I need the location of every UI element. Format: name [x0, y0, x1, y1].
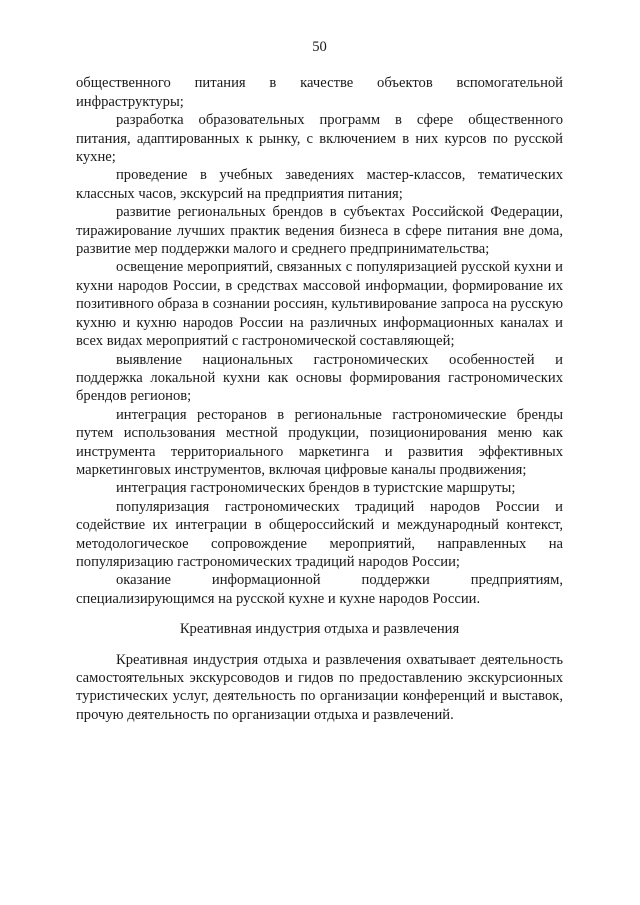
list-item: популяризация гастрономических традиций народов России и содействие их интеграции в общероссийский и международный контекст, методологическое сопровождение мероприятий, направленных на популяризацию гастрономических традиций народов России;: [76, 498, 563, 570]
list-item: интеграция ресторанов в региональные гастрономические бренды путем использования местной продукции, позиционирования меню как инструмента территориального маркетинга и развития эффективных маркетинговых инструментов, включая цифровые каналы продвижения;: [76, 406, 563, 478]
document-page: [76, 38, 563, 724]
list-item: разработка образовательных программ в сфере общественного питания, адаптированных к рынку, с включением в них курсов по русской кухне;: [76, 112, 563, 166]
list-item: интеграция гастрономических брендов в туристские маршруты;: [116, 480, 516, 497]
list-item: выявление национальных гастрономических особенностей и поддержка локальной кухни как основы формирования гастрономических брендов регионов;: [76, 351, 563, 405]
list-item: развитие региональных брендов в субъектах Российской Федерации, тиражирование лучших практик ведения бизнеса в сфере питания вне дома, развитие мер поддержки малого и среднего предпринимательства;: [76, 204, 563, 258]
section-heading: Креативная индустрия отдыха и развлечения: [179, 621, 460, 638]
list-item: общественного питания в качестве объектов вспомогательной инфраструктуры;: [76, 75, 563, 110]
list-item: проведение в учебных заведениях мастер-классов, тематических классных часов, экскурсий на предприятия питания;: [76, 167, 563, 202]
page-number: 50: [312, 39, 327, 55]
section-paragraph: Креативная индустрия отдыха и развлечения охватывает деятельность самостоятельных экскурсоводов и гидов по предоставлению экскурсионных туристических услуг, деятельность по организации конференций и выставок, прочую деятельность по организации отдыха и развлечений.: [76, 651, 563, 723]
list-item: освещение мероприятий, связанных с популяризацией русской кухни и кухни народов России, в средствах массовой информации, формирование их позитивного образа в сознании россиян, культивирование запроса на русскую кухню и кухню народов России на различных информационных каналах и всех видах мероприятий с гастрономической составляющей;: [76, 259, 563, 350]
list-item: оказание информационной поддержки предприятиям, специализирующимся на русской кухне и кухне народов России.: [76, 572, 563, 607]
